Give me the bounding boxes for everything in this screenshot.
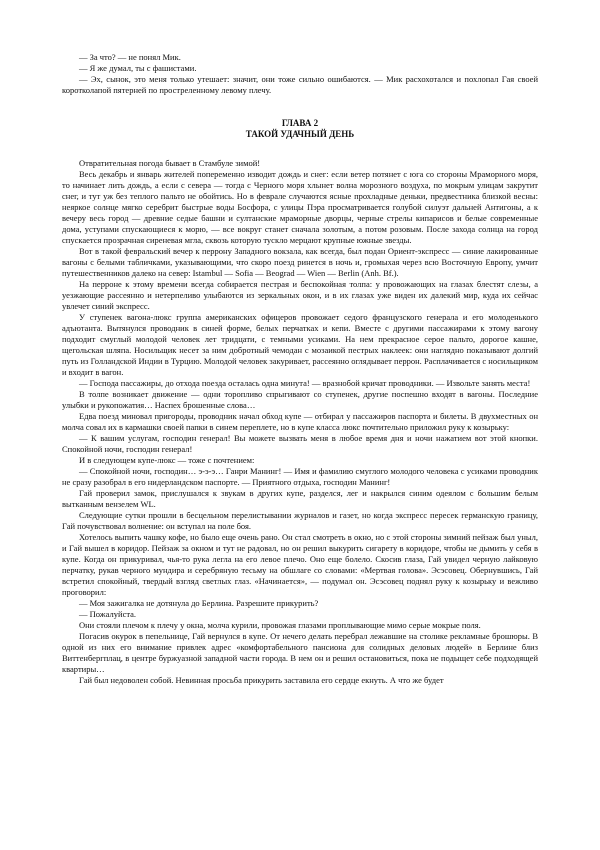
paragraph-intro-1: — За что? — не понял Мик. — [79, 52, 181, 62]
paragraph: Весь декабрь и январь жителей попеременно изводит дождь и снег: если ветер потянет с юга со стороны Мраморного моря, то начинает лить дождь, а если с севера — тогда с Черного моря хлынет волна морозного воздуха, по мокрым улицам закрутит снег, и тут уж без теплого пальто не обойтись. Но в феврале случаются ясные прохладные деньки, предвестника близкой весны: неяркое солнце мягко серебрит быстрые воды Босфора, с улицы Пэра просматривается голубой силуэт дальней Антигоны, а к вечеру весь город — древние седые башни и султанские мраморные дворцы, черные стрелы кипарисов и белые современные дома, уступами спускающиеся к морю, — все вокруг станет сначала золотым, а потом розовым. После захода солнца на город спускается прозрачная сиреневая мгла, сквозь которую тускло мерцают крупные южные звезды. — [62, 169, 538, 245]
paragraph: У ступенек вагона-люкс группа американских офицеров провожает седого французского генерала и его молоденького адъютанта. Вытянулся проводник в синей форме, белых перчатках и кепи. Вместе с другими пассажирами к этому вагону подходит смуглый молодой человек лет тридцати, с темными усиками. На нем прекрасное серое пальто, дорогое кашне, щегольская шляпа. Носильщик несет за ним добротный чемодан с мозаикой пестрых наклеек: они наглядно показывают долгий путь из Голландской Индии в Турцию. Молодой человек закуривает, рассеянно оглядывает перрон. Расплачивается с носильщиком и входит в вагон. — [62, 312, 538, 377]
paragraph: Вот в такой февральский вечер к перрону Западного вокзала, как всегда, был подан Ориент-экспресс — синие лакированные вагоны с белыми табличками, указывающими, что скоро поезд ринется в ночь и, громыхая через всю Восточную Европу, умчит путешественников далеко на север: Istambul — Sofia — Beograd — Wien — Berlin (Anh. Bf.). — [62, 246, 538, 278]
paragraph: Следующие сутки прошли в бесцельном перелистывании журналов и газет, но когда экспресс пересек германскую границу, Гай почувствовал волнение: он вступал на поле боя. — [62, 510, 538, 531]
paragraph: Гай был недоволен собой. Невинная просьба прикурить заставила его сердце екнуть. А что же будет — [79, 675, 444, 685]
paragraph: Хотелось выпить чашку кофе, но было еще очень рано. Он стал смотреть в окно, но с этой стороны зимний пейзаж был уныл, и Гай вышел в коридор. Пейзаж за окном и тут не радовал, но он решил выкурить сигарету в коридоре, чтобы не дымить у себя в купе. Когда он прикуривал, чья-то рука легла на его левое плечо. Оно еще болело. Скосив глаза, Гай увидел черную лайковую перчатку, рукав черного мундира и серебряную тесьму на обшлаге со словами: «Мертвая голова». Эсэсовец. Обернувшись, Гай встретил спокойный, твердый взгляд светлых глаз. «Начинается», — подумал он. Эсэсовец поднял руку к козырьку и вежливо проговорил: — [62, 532, 538, 597]
paragraph: Погасив окурок в пепельнице, Гай вернулся в купе. От нечего делать перебрал лежавшие на столике рекламные брошюры. В одной из них его внимание привлек адрес «комфортабельного пансиона для солидных деловых людей» в Берлине близ Виттенбергплац, в центре буржуазной западной части города. В нем он и решил остановиться, пока не подыщет себе подходящей квартиры… — [62, 631, 538, 674]
paragraph: Едва поезд миновал пригороды, проводник начал обход купе — отбирал у пассажиров паспорта и билеты. В двухместных он молча совал их в кармашки своей папки в синем переплете, но в купе класса люкс почтительно приложил руку к козырьку: — [62, 411, 538, 432]
paragraph: — Спокойной ночи, господин… э-э-э… Ганри Манинг! — Имя и фамилию смуглого молодого человека с усиками проводник не сразу разобрал в его нидерландском паспорте. — Приятного отдыха, господин Манинг! — [62, 466, 538, 487]
paragraph: — Господа пассажиры, до отхода поезда осталась одна минута! — вразнобой кричат проводники. — Извольте занять места! — [79, 378, 531, 388]
paragraph: Гай проверил замок, прислушался к звукам в других купе, разделся, лег и накрылся синим одеялом с большим белым вытканным вензелем WL. — [62, 488, 538, 509]
paragraph: На перроне к этому времени всегда собирается пестрая и беспокойная толпа: у провожающих на глазах блестят слезы, а уезжающие рассеянно и нетерпеливо улыбаются из зеркальных окон, и в их глазах уже виден их далекий мир, куда их сейчас увлечет синий экспресс. — [62, 279, 538, 311]
chapter-number: ГЛАВА 2 — [281, 118, 319, 128]
paragraph: В толпе возникает движение — одни торопливо спрыгивают со ступенек, другие поспешно входят в вагоны. Последние улыбки и рукопожатия… Наспех брошенные слова… — [62, 389, 538, 410]
paragraph: — Моя зажигалка не дотянула до Берлина. Разрешите прикурить? — [79, 598, 319, 608]
paragraph: — Пожалуйста. — [79, 609, 137, 619]
document-page — [62, 52, 538, 686]
paragraph-intro-3: — Эх, сынок, это меня только утешает: значит, они тоже сильно ошибаются. — Мик расхохотался и похлопал Гая своей коротколапой пятерней по простреленному левому плечу. — [62, 74, 538, 95]
paragraph-intro-2: — Я же думал, ты с фашистами. — [79, 63, 197, 73]
chapter-heading — [62, 118, 538, 140]
paragraph: Отвратительная погода бывает в Стамбуле зимой! — [79, 158, 261, 168]
chapter-title: ТАКОЙ УДАЧНЫЙ ДЕНЬ — [245, 129, 355, 139]
paragraph: Они стояли плечом к плечу у окна, молча курили, провожая глазами проплывающие мимо серые мокрые поля. — [79, 620, 481, 630]
paragraph: — К вашим услугам, господин генерал! Вы можете вызвать меня в любое время дня и ночи нажатием вот этой кнопки. Спокойной ночи, господин генерал! — [62, 433, 538, 454]
paragraph: И в следующем купе-люкс — тоже с почтением: — [79, 455, 255, 465]
